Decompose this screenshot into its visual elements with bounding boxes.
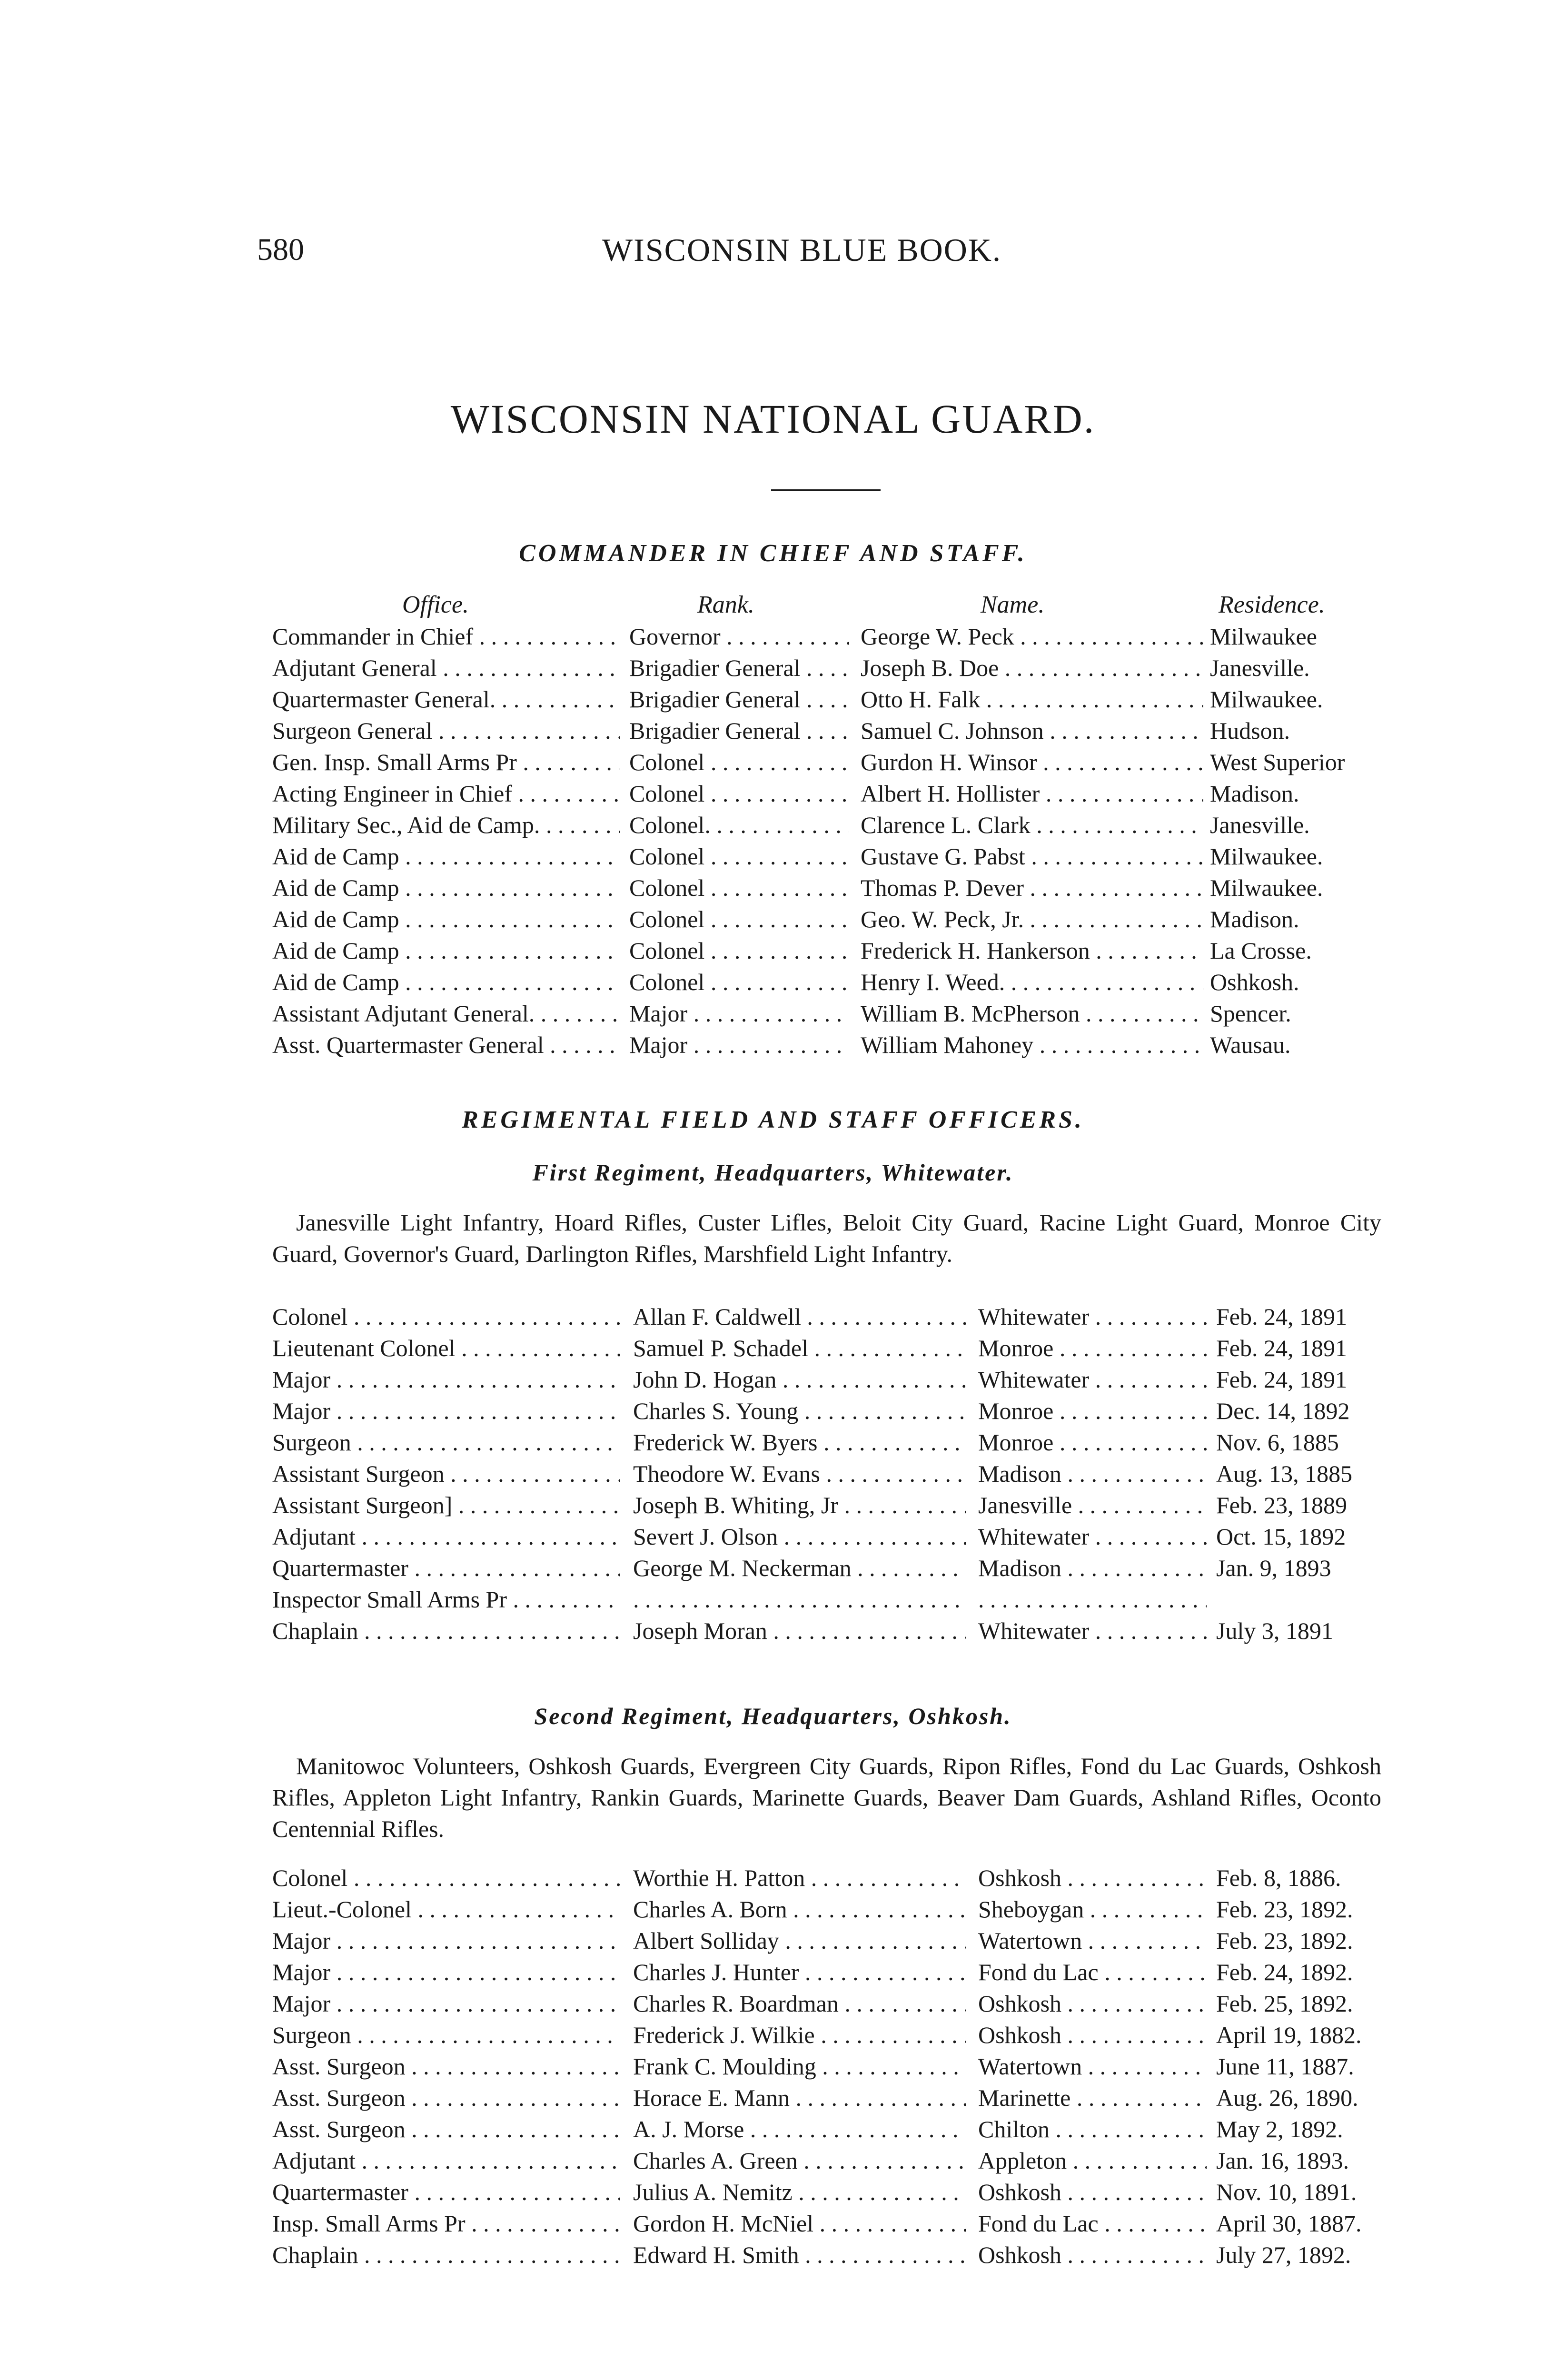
staff-name: Clarence L. Clark . . . [861,809,1203,841]
first-regiment-residence: Monroe . . . [978,1332,1207,1364]
staff-name: Henry I. Weed. . . . [861,966,1203,998]
first-regiment-date: July 3, 1891 [1216,1617,1333,1644]
second-regiment-date: Nov. 10, 1891. [1216,2179,1357,2205]
staff-name: George W. Peck . . . [861,621,1203,652]
column-headers [0,589,1546,621]
staff-residence: Milwaukee. [1210,874,1323,901]
first-regiment-name: John D. Hogan . . . [633,1364,966,1395]
first-regiment-date: Oct. 15, 1892 [1216,1523,1346,1550]
second-regiment-office: Surgeon . . . [272,2019,620,2051]
second-regiment-name: Gordon H. McNiel . . . [633,2208,966,2239]
second-regiment-row [0,1894,1546,1925]
first-regiment-row [0,1552,1546,1584]
first-regiment-office: Chaplain . . . [272,1615,620,1646]
first-regiment-row [0,1364,1546,1395]
staff-office: Aid de Camp . . . [272,903,620,935]
staff-row [0,935,1546,966]
staff-rank: Governor . . . [629,621,849,652]
staff-office: Gen. Insp. Small Arms Pr . . . [272,746,620,778]
first-regiment-name: George M. Neckerman . . . [633,1552,966,1584]
staff-residence: Janesville. [1210,812,1310,838]
staff-residence: Milwaukee. [1210,686,1323,713]
section-heading-commander: COMMANDER IN CHIEF AND STAFF. [519,540,1027,567]
staff-residence: Milwaukee. [1210,843,1323,870]
second-regiment-residence: Oshkosh . . . [978,2019,1207,2051]
second-regiment-residence: Fond du Lac . . . [978,2208,1207,2239]
second-regiment-residence: Watertown . . . [978,2051,1207,2082]
second-regiment-date: Feb. 24, 1892. [1216,1959,1353,1985]
book-title: WISCONSIN BLUE BOOK. [602,232,1001,268]
staff-office: Assistant Adjutant General. . . . [272,998,620,1029]
first-regiment-office: Adjutant . . . [272,1521,620,1552]
staff-rank: Major . . . [629,998,849,1029]
second-regiment-date: June 11, 1887. [1216,2053,1354,2080]
second-regiment-date: Feb. 8, 1886. [1216,1864,1341,1891]
second-regiment-residence: Oshkosh . . . [978,1988,1207,2019]
second-regiment-residence: Chilton . . . [978,2113,1207,2145]
page-number: 580 [257,232,304,267]
second-regiment-residence: Watertown . . . [978,1925,1207,1956]
second-regiment-office: Colonel . . . [272,1862,620,1894]
second-regiment-row [0,2239,1546,2271]
second-regiment-row [0,2208,1546,2239]
second-regiment-name: Horace E. Mann . . . [633,2082,966,2113]
first-regiment-residence: Whitewater . . . [978,1301,1207,1332]
column-header-name: Name. [981,591,1045,618]
first-regiment-row [0,1458,1546,1489]
staff-rank: Major . . . [629,1029,849,1061]
first-regiment-date: Feb. 24, 1891 [1216,1335,1347,1361]
first-regiment-office: Major . . . [272,1395,620,1427]
first-regiment-name: Joseph Moran . . . [633,1615,966,1646]
second-regiment-office: Insp. Small Arms Pr . . . [272,2208,620,2239]
second-regiment-row [0,1862,1546,1894]
second-regiment-name: Charles A. Born . . . [633,1894,966,1925]
second-regiment-row [0,2082,1546,2113]
second-regiment-companies: Manitowoc Volunteers, Oshkosh Guards, Evergreen City Guards, Ripon Rifles, Fond du Lac Guards, Oshkosh Rifles, Appleton Light Infantry, Rankin Guards, Marinette Guards, Beaver Dam Guards, Ashland Rifles, Oconto Centennial Rifles. [272,1753,1381,1842]
staff-office: Quartermaster General. . . . [272,684,620,715]
staff-rank: Colonel . . . [629,903,849,935]
column-header-residence: Residence. [1219,591,1325,618]
first-regiment-date: Feb. 23, 1889 [1216,1492,1347,1518]
first-regiment-date: Nov. 6, 1885 [1216,1429,1339,1456]
first-regiment-residence: Madison . . . [978,1458,1207,1489]
staff-rank: Colonel. . . . [629,809,849,841]
second-regiment-office: Major . . . [272,1956,620,1988]
column-header-office: Office. [402,591,469,618]
second-regiment-name: Charles J. Hunter . . . [633,1956,966,1988]
main-title: WISCONSIN NATIONAL GUARD. [450,396,1096,442]
second-regiment-date: May 2, 1892. [1216,2116,1343,2142]
first-regiment-office: Colonel . . . [272,1301,620,1332]
staff-office: Asst. Quartermaster General . . . [272,1029,620,1061]
first-regiment-residence: Whitewater . . . [978,1615,1207,1646]
first-regiment-name: Joseph B. Whiting, Jr . . . [633,1489,966,1521]
staff-residence: West Superior [1210,749,1345,775]
first-regiment-row [0,1489,1546,1521]
second-regiment-date: July 27, 1892. [1216,2241,1351,2268]
second-regiment-row [0,2113,1546,2145]
staff-name: William Mahoney . . . [861,1029,1203,1061]
title-rule [771,489,881,491]
staff-name: Otto H. Falk . . . [861,684,1203,715]
staff-row [0,746,1546,778]
staff-office: Aid de Camp . . . [272,841,620,872]
second-regiment-office: Asst. Surgeon . . . [272,2113,620,2145]
second-regiment-residence: Appleton . . . [978,2145,1207,2176]
staff-row [0,872,1546,903]
staff-row [0,809,1546,841]
first-regiment-residence: Whitewater . . . [978,1364,1207,1395]
second-regiment-office: Asst. Surgeon . . . [272,2051,620,2082]
staff-residence: La Crosse. [1210,937,1312,964]
staff-office: Commander in Chief . . . [272,621,620,652]
first-regiment-residence: Monroe . . . [978,1395,1207,1427]
second-regiment-name: Charles R. Boardman . . . [633,1988,966,2019]
staff-row [0,1029,1546,1061]
second-regiment-office: Chaplain . . . [272,2239,620,2271]
staff-row [0,684,1546,715]
first-regiment-row [0,1615,1546,1646]
first-regiment-name: Frederick W. Byers . . . [633,1427,966,1458]
staff-rank: Colonel . . . [629,841,849,872]
staff-rank: Colonel . . . [629,746,849,778]
staff-row [0,966,1546,998]
staff-residence: Milwaukee [1210,623,1317,650]
first-regiment-office: Surgeon . . . [272,1427,620,1458]
first-regiment-date: Dec. 14, 1892 [1216,1398,1350,1424]
second-regiment-row [0,2145,1546,2176]
first-regiment-office: Assistant Surgeon] . . . [272,1489,620,1521]
first-regiment-row [0,1427,1546,1458]
staff-name: Gurdon H. Winsor . . . [861,746,1203,778]
staff-residence: Madison. [1210,906,1299,932]
second-regiment-row [0,2019,1546,2051]
second-regiment-residence: Oshkosh . . . [978,2176,1207,2208]
staff-name: William B. McPherson . . . [861,998,1203,1029]
second-regiment-row [0,2176,1546,2208]
second-regiment-date: April 19, 1882. [1216,2022,1362,2048]
second-regiment-name: Frank C. Moulding . . . [633,2051,966,2082]
second-regiment-office: Adjutant . . . [272,2145,620,2176]
first-regiment-date: Jan. 9, 1893 [1216,1555,1331,1581]
first-regiment-row [0,1332,1546,1364]
staff-rank: Colonel . . . [629,872,849,903]
staff-rank: Colonel . . . [629,778,849,809]
first-regiment-name: Samuel P. Schadel . . . [633,1332,966,1364]
second-regiment-residence: Fond du Lac . . . [978,1956,1207,1988]
second-regiment-office: Major . . . [272,1925,620,1956]
second-regiment-residence: Sheboygan . . . [978,1894,1207,1925]
first-regiment-row [0,1521,1546,1552]
second-regiment-name: Edward H. Smith . . . [633,2239,966,2271]
first-regiment-row [0,1584,1546,1615]
second-regiment-date: Feb. 23, 1892. [1216,1896,1353,1923]
first-regiment-residence: Whitewater . . . [978,1521,1207,1552]
first-regiment-name: Theodore W. Evans . . . [633,1458,966,1489]
second-regiment-residence: Oshkosh . . . [978,1862,1207,1894]
staff-name: Frederick H. Hankerson . . . [861,935,1203,966]
second-regiment-heading: Second Regiment, Headquarters, Oshkosh. [534,1703,1012,1729]
first-regiment-office: Quartermaster . . . [272,1552,620,1584]
second-regiment-office: Major . . . [272,1988,620,2019]
first-regiment-name [633,1584,966,1615]
first-regiment-date: Aug. 13, 1885 [1216,1460,1353,1487]
staff-name: Gustave G. Pabst . . . [861,841,1203,872]
staff-name: Thomas P. Dever . . . [861,872,1203,903]
staff-name: Joseph B. Doe . . . [861,652,1203,684]
section-heading-regimental: REGIMENTAL FIELD AND STAFF OFFICERS. [462,1106,1084,1133]
first-regiment-name: Allan F. Caldwell . . . [633,1301,966,1332]
staff-office: Acting Engineer in Chief . . . [272,778,620,809]
column-header-rank: Rank. [697,591,754,618]
second-regiment-office: Asst. Surgeon . . . [272,2082,620,2113]
staff-residence: Spencer. [1210,1000,1291,1027]
staff-row [0,903,1546,935]
first-regiment-office: Major . . . [272,1364,620,1395]
staff-rank: Brigadier General . . . [629,684,849,715]
second-regiment-row [0,2051,1546,2082]
second-regiment-office: Lieut.-Colonel . . . [272,1894,620,1925]
first-regiment-residence: Madison . . . [978,1552,1207,1584]
staff-residence: Oshkosh. [1210,969,1299,995]
second-regiment-date: Aug. 26, 1890. [1216,2084,1358,2111]
second-regiment-residence: Marinette . . . [978,2082,1207,2113]
staff-office: Adjutant General . . . [272,652,620,684]
second-regiment-office: Quartermaster . . . [272,2176,620,2208]
staff-office: Military Sec., Aid de Camp. . . . [272,809,620,841]
second-regiment-name: Julius A. Nemitz . . . [633,2176,966,2208]
staff-rank: Brigadier General . . . [629,652,849,684]
second-regiment-name: A. J. Morse . . . [633,2113,966,2145]
staff-row [0,652,1546,684]
staff-office: Aid de Camp . . . [272,872,620,903]
first-regiment-residence [978,1584,1207,1615]
first-regiment-name: Charles S. Young . . . [633,1395,966,1427]
staff-rank: Brigadier General . . . [629,715,849,746]
first-regiment-residence: Monroe . . . [978,1427,1207,1458]
staff-row [0,778,1546,809]
second-regiment-row [0,1925,1546,1956]
second-regiment-row [0,1956,1546,1988]
second-regiment-date: April 30, 1887. [1216,2210,1362,2237]
staff-name: Samuel C. Johnson . . . [861,715,1203,746]
staff-office: Surgeon General . . . [272,715,620,746]
staff-row [0,715,1546,746]
first-regiment-residence: Janesville . . . [978,1489,1207,1521]
staff-rank: Colonel . . . [629,966,849,998]
staff-office: Aid de Camp . . . [272,935,620,966]
staff-residence: Wausau. [1210,1031,1291,1058]
second-regiment-residence: Oshkosh . . . [978,2239,1207,2271]
staff-row [0,841,1546,872]
first-regiment-row [0,1301,1546,1332]
second-regiment-name: Albert Solliday . . . [633,1925,966,1956]
staff-name: Geo. W. Peck, Jr. . . . [861,903,1203,935]
first-regiment-date: Feb. 24, 1891 [1216,1366,1347,1393]
second-regiment-date: Feb. 25, 1892. [1216,1990,1353,2017]
first-regiment-date: Feb. 24, 1891 [1216,1303,1347,1330]
second-regiment-date: Jan. 16, 1893. [1216,2147,1349,2174]
staff-residence: Hudson. [1210,717,1290,744]
first-regiment-heading: First Regiment, Headquarters, Whitewater. [532,1159,1014,1186]
staff-name: Albert H. Hollister . . . [861,778,1203,809]
first-regiment-office: Lieutenant Colonel . . . [272,1332,620,1364]
first-regiment-name: Severt J. Olson . . . [633,1521,966,1552]
staff-row [0,621,1546,652]
staff-residence: Janesville. [1210,654,1310,681]
staff-office: Aid de Camp . . . [272,966,620,998]
first-regiment-companies: Janesville Light Infantry, Hoard Rifles, Custer Lifles, Beloit City Guard, Racine Light Guard, Monroe City Guard, Governor's Guard, Darlington Rifles, Marshfield Light Infantry. [272,1209,1381,1267]
first-regiment-row [0,1395,1546,1427]
second-regiment-name: Charles A. Green . . . [633,2145,966,2176]
staff-residence: Madison. [1210,780,1299,807]
running-head [257,228,1399,271]
second-regiment-name: Frederick J. Wilkie . . . [633,2019,966,2051]
second-regiment-row [0,1988,1546,2019]
first-regiment-office: Assistant Surgeon . . . [272,1458,620,1489]
staff-row [0,998,1546,1029]
first-regiment-office: Inspector Small Arms Pr . . . [272,1584,620,1615]
second-regiment-name: Worthie H. Patton . . . [633,1862,966,1894]
staff-rank: Colonel . . . [629,935,849,966]
second-regiment-date: Feb. 23, 1892. [1216,1927,1353,1954]
